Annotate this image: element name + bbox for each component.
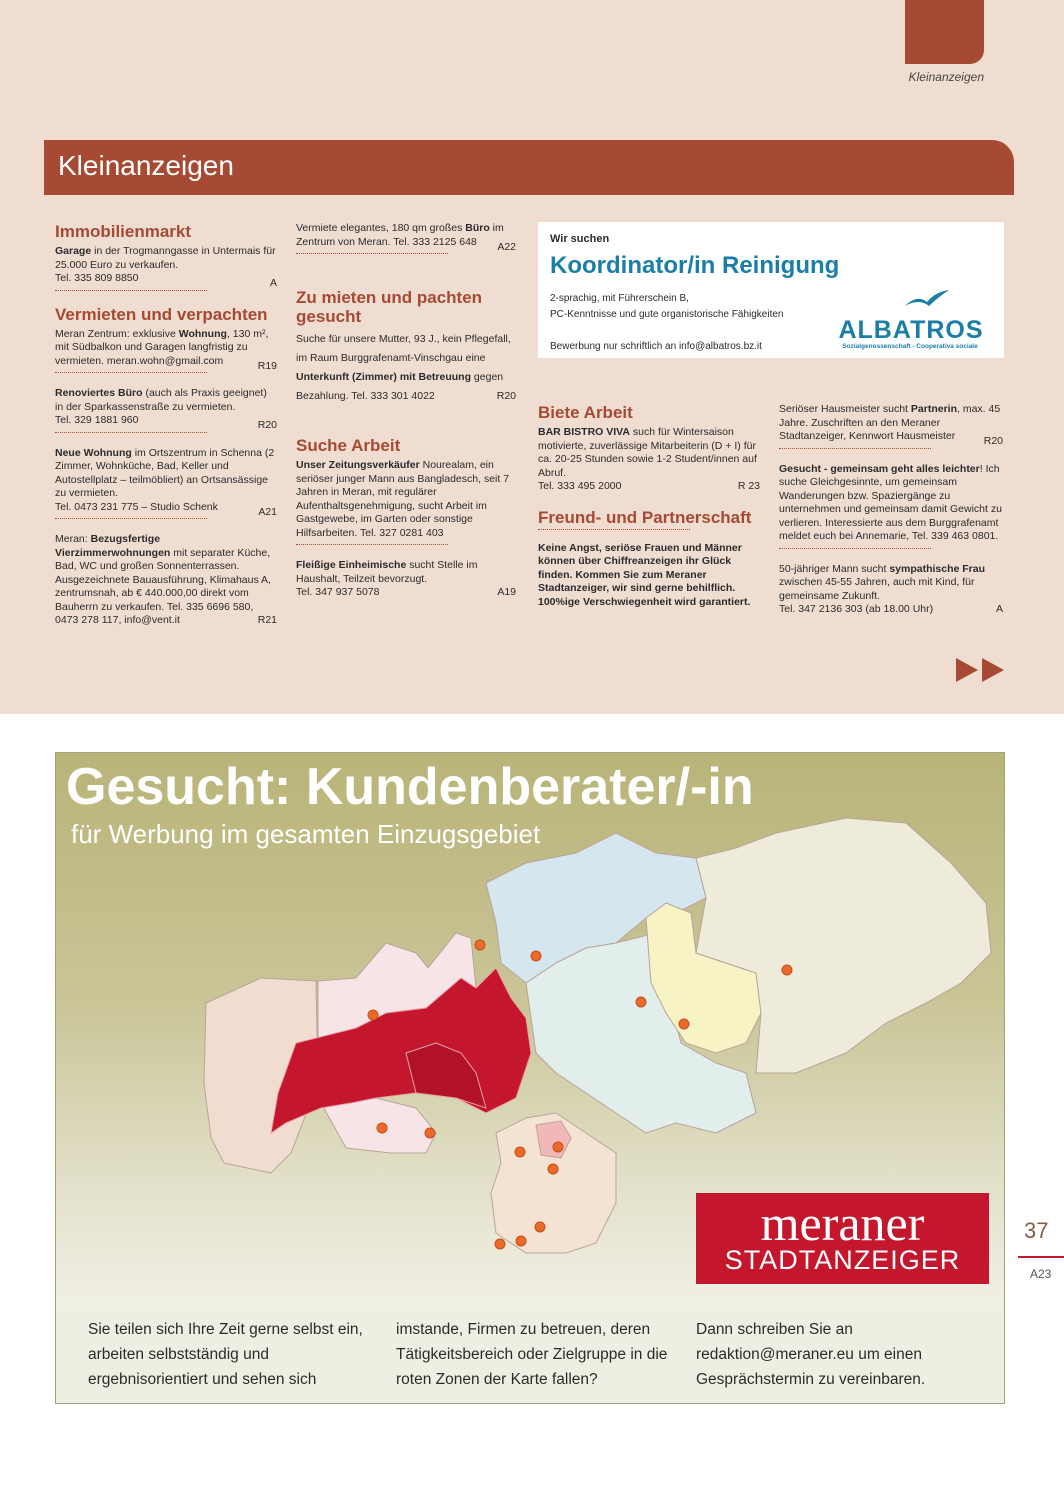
job-requirement: PC-Kenntnisse und gute organistorische Fähigkeiten (550, 309, 784, 320)
ad-buero-zentrum: Vermiete elegantes, 180 qm großes Büro im Zentrum von Meran. Tel. 333 2125 648 A22 (296, 222, 516, 253)
ad-wohnung-meran: Meran Zentrum: exklusive Wohnung, 130 m², mit Südbalkon und Garagen langfristig zu vermieten. meran.wohn@gmail.com R19 (55, 327, 277, 372)
ad-einheimische: Fleißige Einheimische sucht Stelle im Haushalt, Teilzeit bevorzugt. Tel. 347 937 5078 A19 (296, 559, 516, 598)
albatros-bird-icon (903, 288, 951, 312)
continue-arrows-icon (956, 658, 1006, 682)
albatros-logo-subtitle: Sozialgenossenschaft - Cooperativa sociale (842, 343, 978, 350)
ad-code: A22 (497, 240, 516, 253)
job-contact: Bewerbung nur schriftlich an info@albatros.bz.it (550, 341, 762, 352)
column-4 (779, 403, 1003, 631)
recruit-ad (55, 752, 1005, 1404)
ad-garage: Garage in der Trogmanngasse in Untermais für 25.000 Euro zu verkaufen. Tel. 335 809 8850 A (55, 245, 277, 289)
ad-sympathische-frau: 50-jähriger Mann sucht sympathische Frau zwischen 45-55 Jahren, auch mit Kind, für gemeinsame Zukunft. Tel. 347 2136 303 (ab 18.00 Uhr) A (779, 562, 1003, 615)
ad-chiffre: Keine Angst, seriöse Frauen und Männer können über Chiffreanzeigen ihr Glück finden. Kommen Sie zum Meraner Stadtanzeiger, wir sind gerne behilflich. 100%ige Verschwiegenheit wird garantiert. (538, 541, 751, 608)
dotted-divider (55, 290, 207, 291)
albatros-job-ad (538, 222, 1004, 358)
ad-code: R19 (257, 359, 277, 372)
ad-code: A (269, 277, 277, 289)
heading-immobilienmarkt: Immobilienmarkt (55, 222, 192, 241)
heading-partnerschaft: Freund- und Partnerschaft (538, 507, 752, 527)
column-3 (538, 403, 760, 623)
dotted-divider (779, 548, 931, 549)
classifieds-section (0, 0, 1064, 714)
ad-code: R 23 (737, 480, 760, 492)
ad-code: R20 (496, 390, 516, 402)
page-code: A23 (1030, 1267, 1052, 1281)
brand-subtitle: STADTANZEIGER (724, 1245, 961, 1275)
dotted-divider (55, 432, 207, 433)
ad-wohnung-schenna: Neue Wohnung im Ortszentrum in Schenna (2 Zimmer, Wohnküche, Bad, Keller und Autostellplatz – teilmöbliert) an Ortsansässige zu vermieten. Tel. 0473 231 775 – Studio Schenk A21 (55, 446, 277, 518)
heading-biete-arbeit: Biete Arbeit (538, 403, 633, 422)
recruit-headline: Gesucht: Kundenberater/-in (66, 758, 754, 816)
column-2 (296, 222, 516, 614)
job-lead: Wir suchen (550, 233, 610, 245)
recruit-ad-text (56, 1306, 1004, 1403)
section-tab-marker (905, 0, 984, 64)
dotted-divider (55, 372, 207, 373)
ad-code: A (995, 603, 1003, 615)
ad-zeitungsverkaeufer: Unser Zeitungsverkäufer Nourealam, ein seriöser junger Mann aus Bangladesch, seit 7 Jahren in Meran, mit regulärer Aufenthaltsgenehmigung, sucht Arbeit im Gastgewebe, im Garten oder sonstige Hilfsarbeiten. Tel. 327 0281 403 (296, 459, 516, 545)
ad-code: R21 (257, 614, 277, 626)
ad-gemeinsam: Gesucht - gemeinsam geht alles leichter! Ich suche Gleichgesinnte, um gemeinsam Wanderungen bzw. Spaziergänge zu unternehmen und gemeinsam damit Gewicht zu verlieren. Interessierte aus dem Burggrafenamt meldet euch bei Annemarie, Tel. 339 463 0801. (779, 463, 1003, 549)
section-label: Kleinanzeigen (908, 70, 984, 84)
recruit-text-1: Sie teilen sich Ihre Zeit gerne selbst ein, arbeiten selbstständig und ergebnisorientiert und sehen sich (88, 1321, 363, 1388)
dotted-divider (538, 529, 690, 530)
recruit-text-2: imstande, Firmen zu betreuen, deren Tätigkeitsbereich oder Zielgruppe in die roten Zonen der Karte fallen? (396, 1321, 668, 1388)
ad-code: R20 (257, 419, 277, 431)
column-1 (55, 222, 277, 642)
heading-zu-mieten: Zu mieten und pachten gesucht (296, 288, 483, 326)
job-requirement: 2-sprachig, mit Führerschein B, (550, 293, 689, 304)
ad-buero-sparkasse: Renoviertes Büro (auch als Praxis geeignet) in der Sparkassenstraße zu vermieten. Tel. 329 1881 960 R20 (55, 387, 277, 431)
ad-code: A21 (258, 505, 277, 518)
banner-title: Kleinanzeigen (58, 150, 234, 181)
ad-hausmeister: Seriöser Hausmeister sucht Partnerin, max. 45 Jahre. Zuschriften an den Meraner Stadtanzeiger, Kennwort Hausmeister R20 (779, 403, 1003, 447)
heading-vermieten: Vermieten und verpachten (55, 304, 268, 324)
dotted-divider (296, 544, 448, 545)
ad-bar-bistro: BAR BISTRO VIVA such für Wintersaison motivierte, zuverlässige Mitarbeiterin (D + I) für ca. 20-25 Stunden sowie 1-2 Student/innen auf Abruf. Tel. 333 495 2000 R 23 (538, 426, 760, 492)
ad-code: A19 (497, 586, 516, 598)
page-number: 37 (1024, 1218, 1049, 1243)
section-banner (44, 140, 1014, 195)
recruit-subline: für Werbung im gesamten Einzugsgebiet (71, 819, 541, 849)
dotted-divider (55, 518, 207, 519)
heading-suche-arbeit: Suche Arbeit (296, 436, 401, 455)
dotted-divider (296, 253, 448, 254)
recruit-text-3: Dann schreiben Sie an redaktion@meraner.eu um einen Gesprächstermin zu vereinbaren. (696, 1321, 926, 1388)
recruit-ad-map-area (56, 753, 1004, 1306)
job-title: Koordinator/in Reinigung (550, 252, 840, 279)
ad-unterkunft: Suche für unsere Mutter, 93 J., kein Pflegefall, im Raum Burggrafenamt-Vinschgau eine Unterkunft (Zimmer) mit Betreuung gegen Bezahlung. Tel. 333 301 4022 R20 (296, 330, 516, 406)
dotted-divider (779, 448, 931, 449)
ad-vierzimmer: Meran: Bezugsfertige Vierzimmerwohnungen mit separater Küche, Bad, WC und großen Sonnenterrassen. Ausgezeichnete Bauausführung, Klimahaus A, zentrumsnah, ab € 440.000,00 direkt vom Bauherrn zu verkaufen. Tel. 335 6696 580, 0473 278 117, info@vent.it R21 (55, 533, 277, 626)
brand-name: meraner (760, 1195, 925, 1251)
meraner-logo (696, 1193, 989, 1284)
page-number-rule (1018, 1256, 1064, 1258)
albatros-logo: ALBATROS (838, 316, 984, 344)
ad-code: R20 (983, 435, 1003, 447)
